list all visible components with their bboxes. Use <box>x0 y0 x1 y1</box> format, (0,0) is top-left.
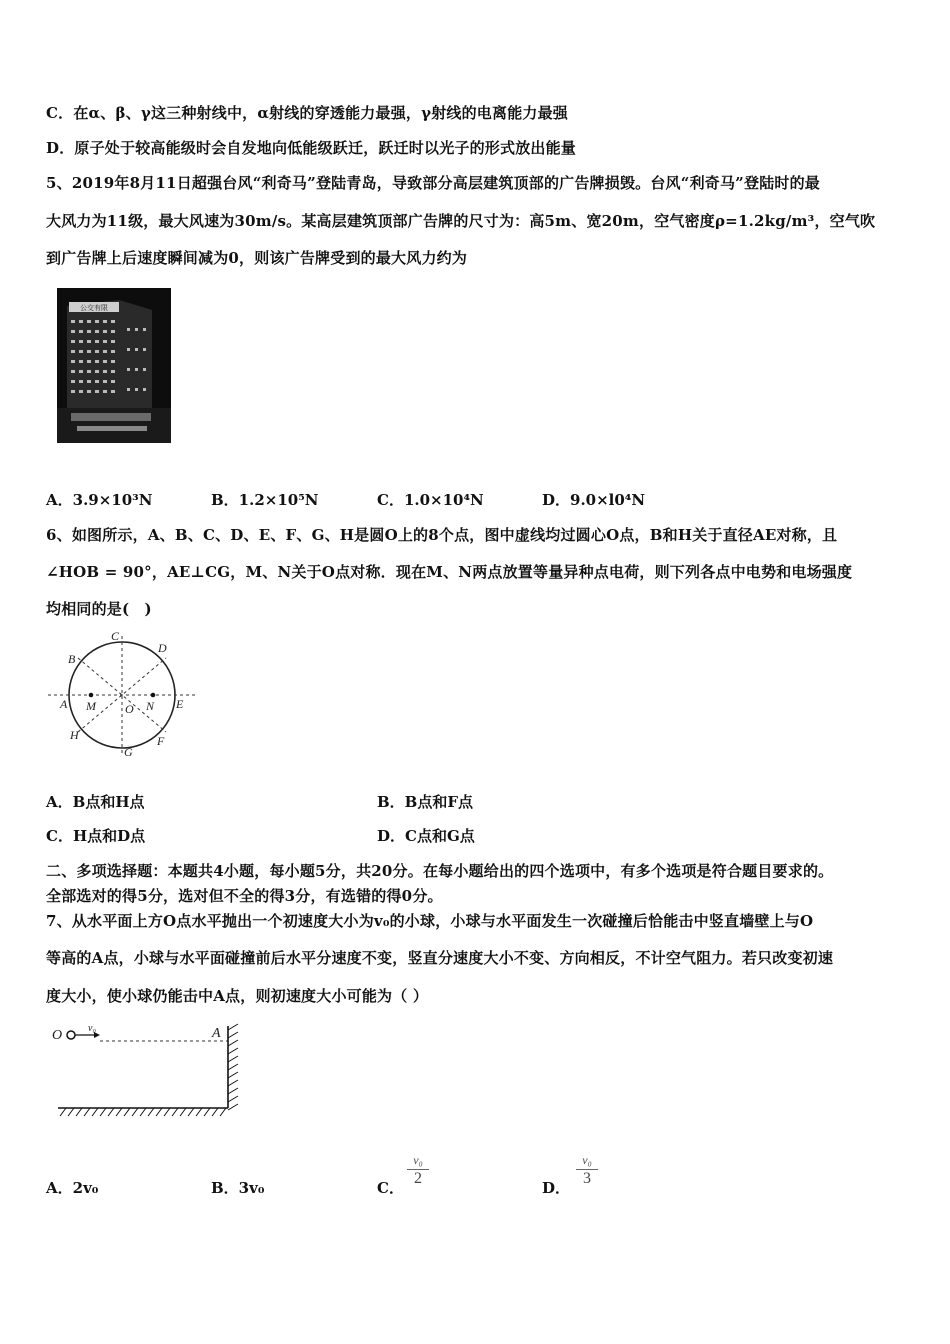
section-2-header-line-2: 全部选对的得5分，选对但不全的得3分，有选错的得0分。 <box>46 887 443 905</box>
q7-text-line-1: 7、从水平面上方O点水平抛出一个初速度大小为v₀的小球，小球与水平面发生一次碰撞后恰能击中竖直墙壁上与O <box>46 912 814 930</box>
velocity-label: v₀ <box>88 1023 96 1034</box>
q6-option-c[interactable]: C．H点和D点 <box>46 827 146 845</box>
q6-text-line-1: 6、如图所示，A、B、C、D、E、F、G、H是圆O上的8个点，图中虚线均过圆心O点，B和H关于直径AE对称，且 <box>46 526 838 544</box>
q6-option-d[interactable]: D．C点和G点 <box>377 827 475 845</box>
label-n: N <box>146 699 155 713</box>
q7-option-d[interactable]: D． <box>542 1179 571 1197</box>
label-g: G <box>124 745 133 759</box>
q6-text-line-2: ∠HOB = 90°，AE⊥CG，M、N关于O点对称．现在M、N两点放置等量异种点电荷，则下列各点中电势和电场强度 <box>46 563 853 581</box>
point-o-label: O <box>52 1028 63 1043</box>
label-f: F <box>157 734 165 748</box>
q7-option-d-fraction <box>576 1153 598 1188</box>
wall-diagram <box>50 1020 246 1122</box>
fraction-d-numerator: v₀ <box>582 1153 592 1167</box>
label-d: D <box>158 641 167 655</box>
option-c-statement: C．在α、β、γ这三种射线中，α射线的穿透能力最强，γ射线的电离能力最强 <box>46 104 568 122</box>
q5-text-line-1: 5、2019年8月11日超强台风“利奇马”登陆青岛，导致部分高层建筑顶部的广告牌损毁。台风“利奇马”登陆时的最 <box>46 174 821 192</box>
q5-text-line-3: 到广告牌上后速度瞬间减为0，则该广告牌受到的最大风力约为 <box>46 249 468 267</box>
fraction-c-denominator: 2 <box>407 1169 429 1188</box>
label-a: A <box>60 697 68 711</box>
q7-option-c[interactable]: C． <box>377 1179 404 1197</box>
billboard-sign: 公交有限 <box>80 304 108 312</box>
q6-option-b[interactable]: B．B点和F点 <box>377 793 474 811</box>
q7-text-line-3: 度大小，使小球仍能击中A点，则初速度大小可能为（ ） <box>46 987 429 1005</box>
q7-text-line-2: 等高的A点，小球与水平面碰撞前后水平分速度不变，竖直分速度大小不变、方向相反，不计空气阻力。若只改变初速 <box>46 949 834 967</box>
label-m: M <box>86 699 96 713</box>
q6-option-a[interactable]: A．B点和H点 <box>46 793 145 811</box>
label-o: O <box>125 702 134 716</box>
q5-option-a[interactable]: A．3.9×10³N <box>46 491 153 509</box>
q5-option-b[interactable]: B．1.2×10⁵N <box>211 491 319 509</box>
section-2-header-line-1: 二、多项选择题：本题共4小题，每小题5分，共20分。在每小题给出的四个选项中，有多个选项是符合题目要求的。 <box>46 862 834 880</box>
building-photo <box>57 288 171 443</box>
label-e: E <box>176 697 184 711</box>
circle-diagram <box>44 628 200 762</box>
fraction-c-numerator: v₀ <box>413 1153 423 1167</box>
q7-option-a[interactable]: A．2v₀ <box>46 1179 99 1197</box>
q6-text-line-3: 均相同的是( ) <box>46 600 152 618</box>
q7-option-c-fraction <box>407 1153 429 1188</box>
option-d-statement: D．原子处于较高能级时会自发地向低能级跃迁，跃迁时以光子的形式放出能量 <box>46 139 577 157</box>
q5-option-c[interactable]: C．1.0×10⁴N <box>377 491 484 509</box>
label-c: C <box>111 629 120 643</box>
fraction-d-denominator: 3 <box>576 1169 598 1188</box>
q5-text-line-2: 大风力为11级，最大风速为30m/s。某高层建筑顶部广告牌的尺寸为：高5m、宽20m，空气密度ρ=1.2kg/m³，空气吹 <box>46 212 876 230</box>
q7-option-b[interactable]: B．3v₀ <box>211 1179 265 1197</box>
q5-option-d[interactable]: D．9.0×l0⁴N <box>542 491 646 509</box>
label-h: H <box>70 728 79 742</box>
point-a-label: A <box>212 1026 221 1041</box>
label-b: B <box>68 652 76 666</box>
